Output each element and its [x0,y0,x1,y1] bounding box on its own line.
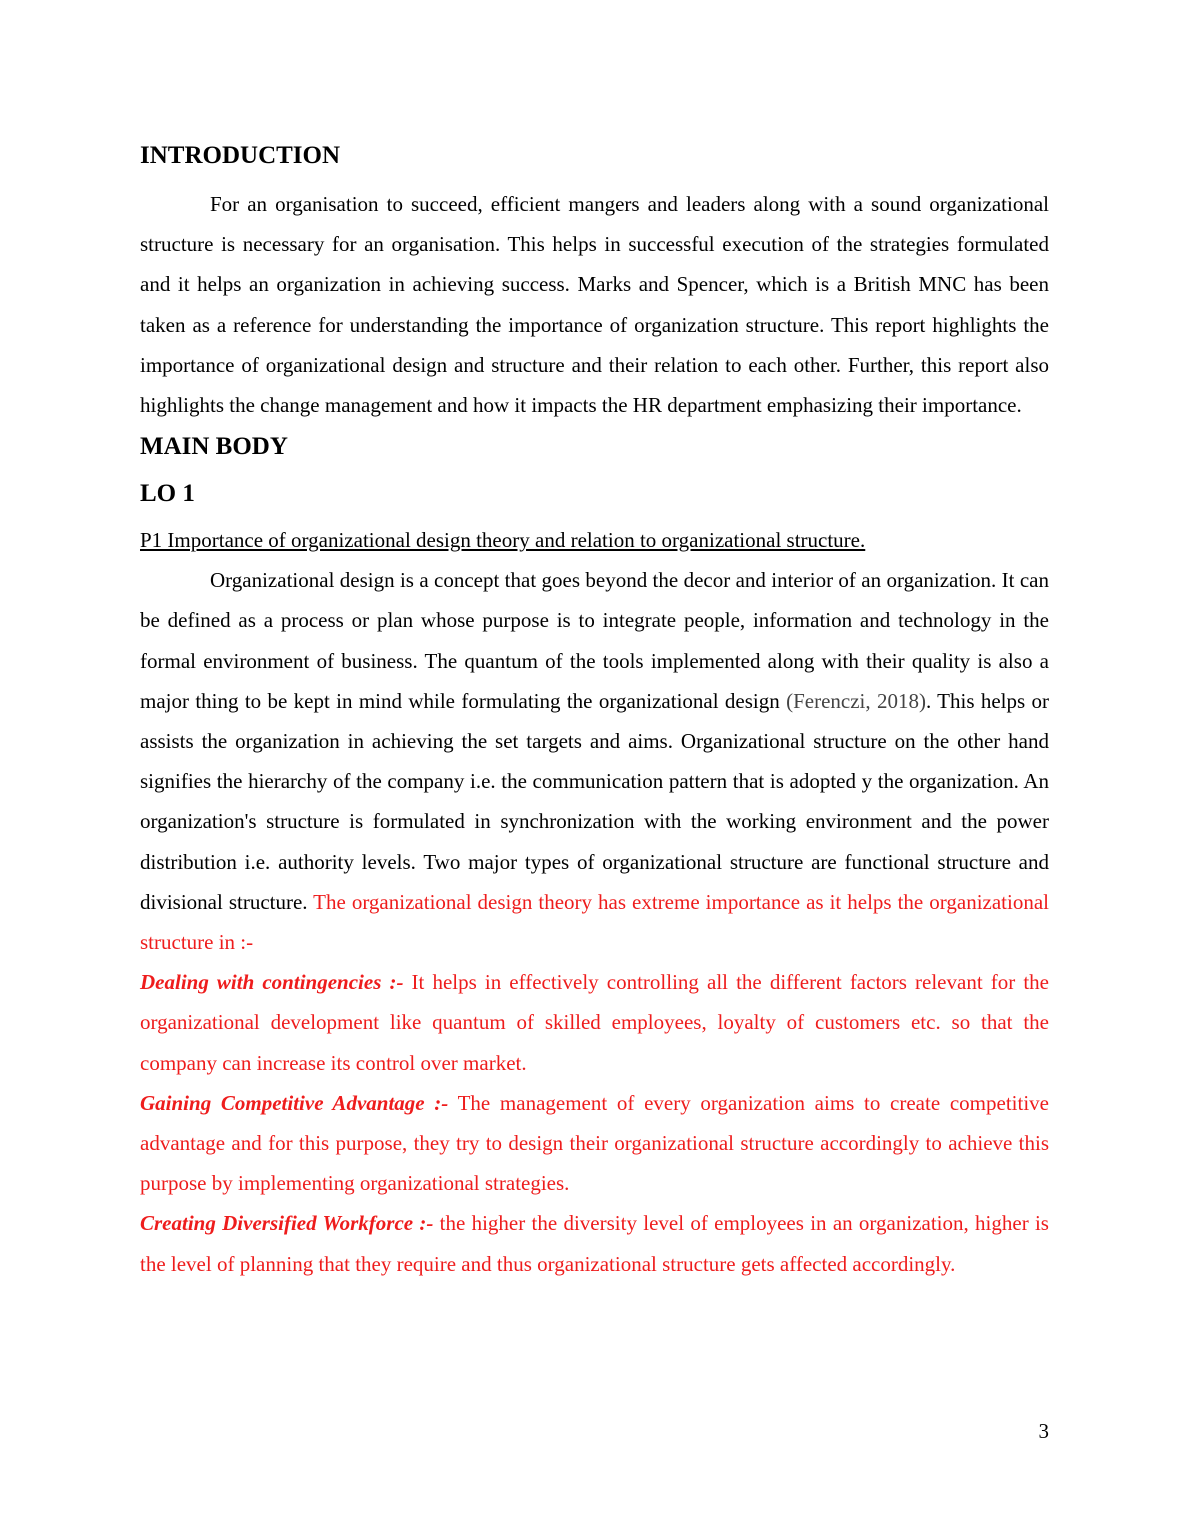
point-text: It helps in effectively controlling all the different factors relevant for the organizational development like quantum of skilled employees, loyalty of customers etc. so that the company can increase its control over market. [140,970,1049,1075]
point-competitive-advantage [140,1083,1049,1204]
main-body-heading: MAIN BODY [140,433,288,461]
p1-text-part2: . This helps or assists the organization in achieving the set targets and aims. Organizational structure on the other hand signifies the hierarchy of the company i.e. the communication pattern that is adopted y the organization. An organization's structure is formulated in synchronization with the working environment and the power distribution i.e. authority levels. Two major types of organizational structure are functional structure and divisional structure. [140,688,1050,914]
p1-highlighted-text: The organizational design theory has extreme importance as it helps the organizational structure in :- [140,889,1049,955]
introduction-heading: INTRODUCTION [140,142,341,169]
point-text: The management of every organization aims to create competitive advantage and for this purpose, they try to design their organizational structure accordingly to achieve this purpose by implementing organizational strategies. [140,1090,1049,1196]
point-diversified-workforce [140,1203,1049,1283]
point-title: Dealing with contingencies :- [140,970,404,995]
point-dealing-contingencies [140,962,1049,1083]
p1-subheading: P1 Importance of organizational design theory and relation to organizational structure. [140,528,866,553]
lo1-heading: LO 1 [140,480,195,508]
page-number: 3 [1038,1419,1049,1443]
point-title: Creating Diversified Workforce :- [140,1211,434,1236]
point-text: the higher the diversity level of employees in an organization, higher is the level of planning that they require and thus organizational structure gets affected accordingly. [140,1211,1049,1276]
introduction-paragraph: For an organisation to succeed, efficient mangers and leaders along with a sound organizational structure is necessary for an organisation. This helps in successful execution of the strategies formulated and it helps an organization in achieving success. Marks and Spencer, which is a British MNC has been taken as a reference for understanding the importance of organization structure. This report highlights the importance of organizational design and structure and their relation to each other. Further, this report also highlights the change management and how it impacts the HR department emphasizing their importance. [140,192,1049,418]
citation: (Ferenczi, 2018) [786,688,926,713]
p1-text-part1: Organizational design is a concept that goes beyond the decor and interior of an organization. It can be defined as a process or plan whose purpose is to integrate people, information and technology in the formal environment of business. The quantum of the tools implemented along with their quality is also a major thing to be kept in mind while formulating the organizational design [140,568,1049,713]
p1-paragraph [140,560,1049,962]
point-title: Gaining Competitive Advantage :- [140,1090,449,1115]
document-page [140,138,1049,1284]
